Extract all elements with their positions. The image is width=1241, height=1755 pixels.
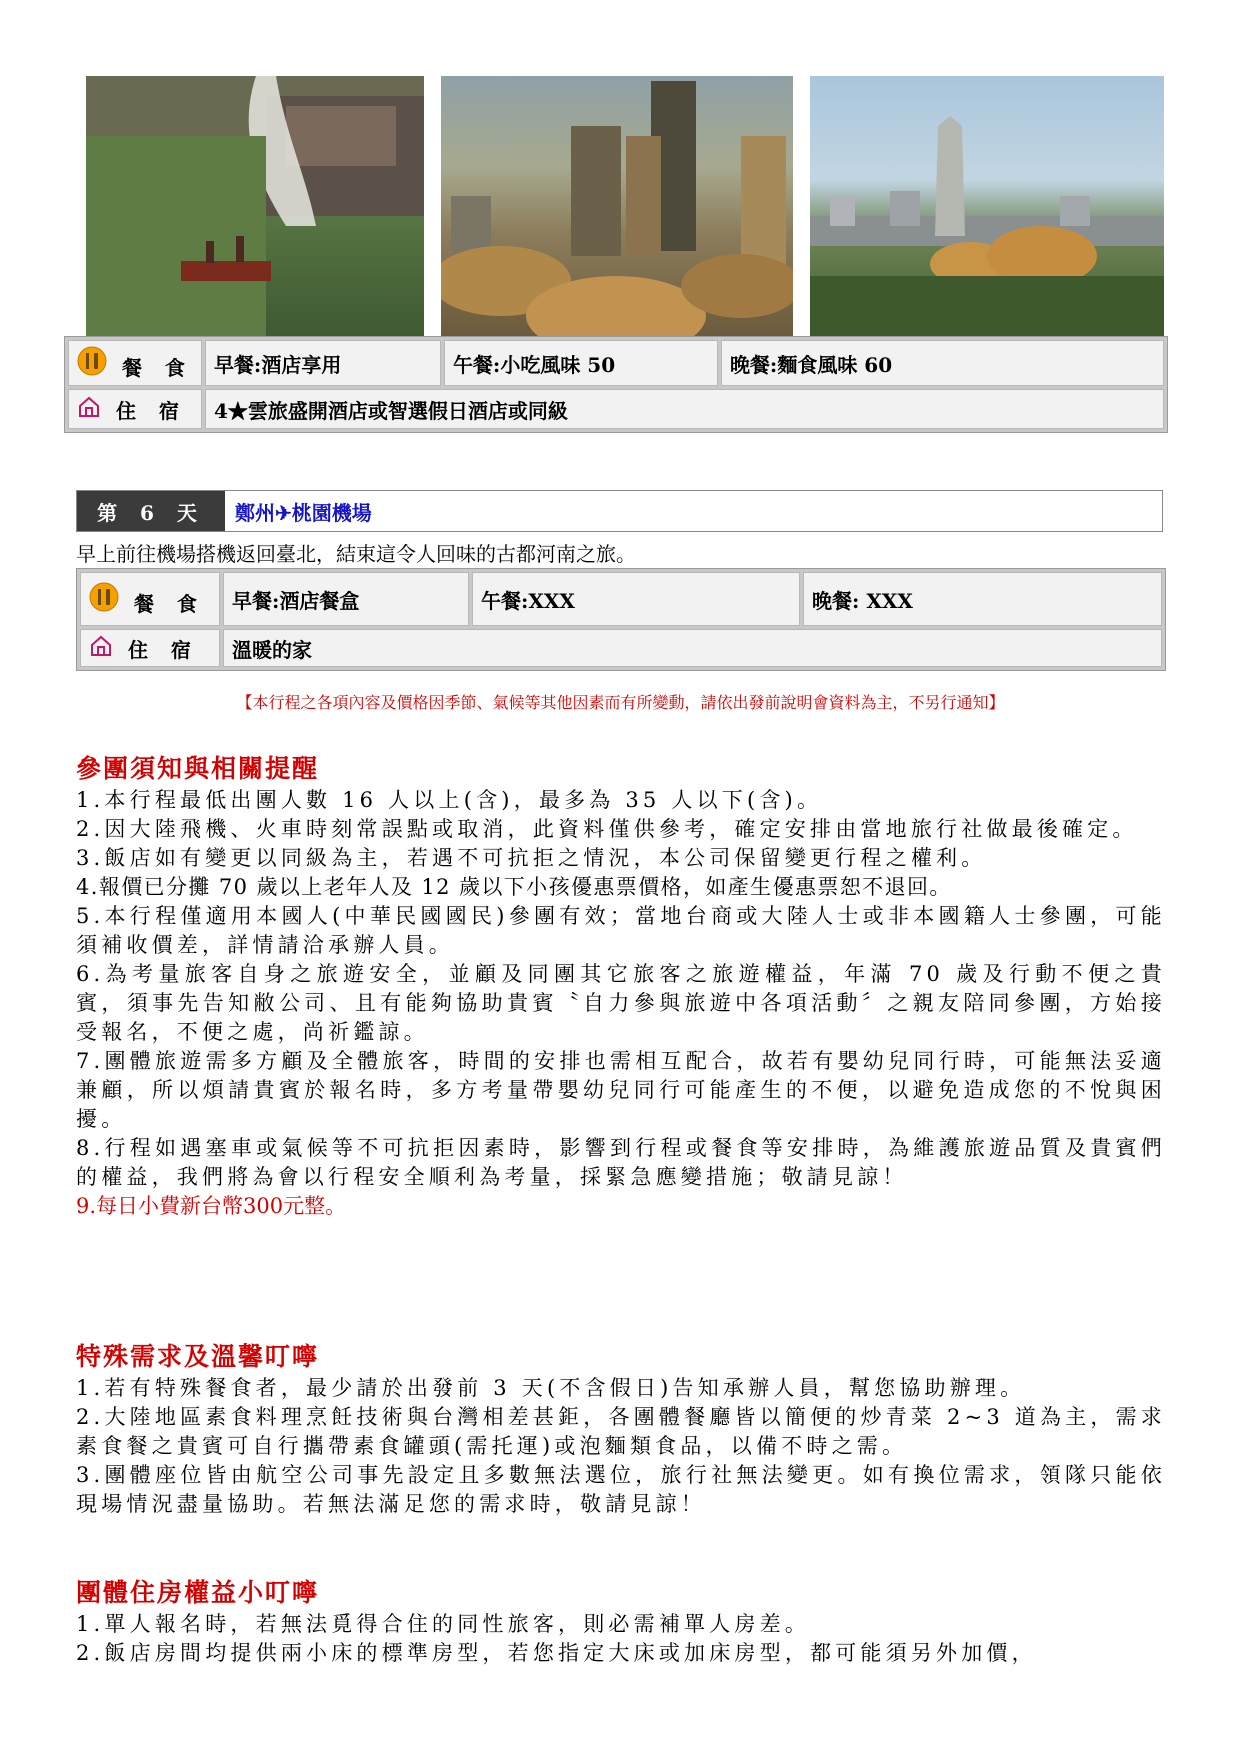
lunch-cell: 午餐:XXX [472, 572, 800, 626]
tip-item: 9.每日小費新台幣300元整。 [76, 1194, 347, 1218]
note-item: 1.本行程最低出團人數 16 人以上(含)，最多為 35 人以下(含)。 [76, 788, 823, 812]
utensils-icon [89, 582, 119, 617]
day-number: 第 6 天 [77, 491, 227, 531]
housing-section [76, 1576, 1166, 1668]
meal-label: 餐 食 [133, 591, 205, 616]
photo-strip [86, 76, 1164, 336]
meal-hotel-table-day6 [76, 568, 1166, 671]
notes-title: 參團須知與相關提醒 [76, 754, 320, 783]
special-item: 1.若有特殊餐食者，最少請於出發前 3 天(不含假日)告知承辦人員，幫您協助辦理。 [76, 1376, 1026, 1400]
meal-label: 餐 食 [121, 355, 193, 380]
meal-label-cell [80, 572, 220, 626]
special-title: 特殊需求及溫馨叮嚀 [76, 1342, 320, 1371]
price-notice: 【本行程之各項內容及價格因季節、氣候等其他因素而有所變動，請依出發前說明會資料為主，不另行通知】 [236, 693, 1005, 712]
hotel-cell: 溫暖的家 [223, 629, 1162, 667]
home-icon [77, 395, 101, 424]
dinner-cell: 晚餐:麵食風味 60 [721, 340, 1164, 386]
lunch-cell: 午餐:小吃風味 50 [444, 340, 718, 386]
city-skyline-photo [441, 76, 793, 336]
day-description: 早上前往機場搭機返回臺北，結束這令人回味的古都河南之旅。 [76, 542, 636, 566]
dinner-cell: 晚餐: XXX [803, 572, 1162, 626]
tower-city-photo [810, 76, 1164, 336]
special-item: 2.大陸地區素食料理烹飪技術與台灣相差甚鉅，各團體餐廳皆以簡便的炒青菜 2~3 道為主，需求素食餐之貴賓可自行攜帶素食罐頭(需托運)或泡麵類食品，以備不時之需。 [76, 1405, 1166, 1458]
note-item: 6.為考量旅客自身之旅遊安全，並顧及同團其它旅客之旅遊權益，年滿 70 歲及行動不便之貴賓，須事先告知敝公司、且有能夠協助貴賓〝自力參與旅遊中各項活動〞之親友陪同參團，方始接受報名，不便之處，尚祈鑑諒。 [76, 962, 1166, 1044]
breakfast-cell: 早餐:酒店享用 [205, 340, 441, 386]
meal-label-cell [68, 340, 202, 386]
utensils-icon [77, 346, 107, 381]
stay-label: 住 宿 [127, 637, 199, 662]
note-item: 8.行程如遇塞車或氣候等不可抗拒因素時，影響到行程或餐食等安排時，為維護旅遊品質及貴賓們的權益，我們將為會以行程安全順利為考量，採緊急應變措施；敬請見諒！ [76, 1136, 1166, 1189]
day-header [76, 490, 1163, 532]
special-section [76, 1340, 1166, 1519]
note-item: 5.本行程僅適用本國人(中華民國國民)參團有效；當地台商或大陸人士或非本國籍人士參團，可能須補收價差，詳情請洽承辦人員。 [76, 904, 1166, 957]
meal-hotel-table-day5 [64, 336, 1168, 433]
housing-title: 團體住房權益小叮嚀 [76, 1578, 320, 1607]
day-route: 鄭州✈桃園機場 [227, 491, 372, 531]
note-item: 4.報價已分攤 70 歲以上老年人及 12 歲以下小孩優惠票價格，如產生優惠票恕不退回。 [76, 875, 952, 899]
river-festival-photo [86, 76, 424, 336]
home-icon [89, 634, 113, 663]
housing-item: 2.飯店房間均提供兩小床的標準房型，若您指定大床或加床房型，都可能須另外加價， [76, 1641, 1037, 1665]
stay-label: 住 宿 [115, 398, 187, 423]
stay-label-cell [80, 629, 220, 667]
note-item: 3.飯店如有變更以同級為主，若遇不可抗拒之情況，本公司保留變更行程之權利。 [76, 846, 987, 870]
breakfast-cell: 早餐:酒店餐盒 [223, 572, 469, 626]
stay-label-cell [68, 389, 202, 429]
hotel-cell: 4★雲旅盛開酒店或智選假日酒店或同級 [205, 389, 1164, 429]
housing-item: 1.單人報名時，若無法覓得合住的同性旅客，則必需補單人房差。 [76, 1612, 811, 1636]
notes-section [76, 752, 1166, 1221]
note-item: 2.因大陸飛機、火車時刻常誤點或取消，此資料僅供參考，確定安排由當地旅行社做最後確定。 [76, 817, 1138, 841]
special-item: 3.團體座位皆由航空公司事先設定且多數無法選位，旅行社無法變更。如有換位需求，領隊只能依現場情況盡量協助。若無法滿足您的需求時，敬請見諒！ [76, 1463, 1166, 1516]
note-item: 7.團體旅遊需多方顧及全體旅客，時間的安排也需相互配合，故若有嬰幼兒同行時，可能無法妥適兼顧，所以煩請貴賓於報名時，多方考量帶嬰幼兒同行可能產生的不便，以避免造成您的不悅與困擾。 [76, 1049, 1166, 1131]
